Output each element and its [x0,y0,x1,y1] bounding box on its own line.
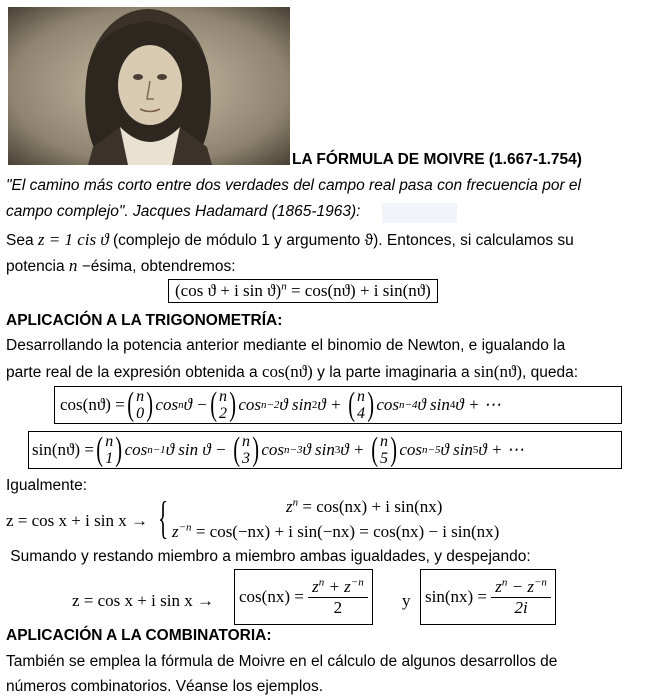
sin-term-1: cos [124,440,148,459]
sin-num-exp1: n [501,575,508,588]
cos-term-2-rest: ϑ + [317,395,346,414]
binomial-n-1: ( n 1 ) [96,431,123,468]
left-brace: { [158,492,169,543]
sin-term-3: cos [399,440,423,459]
cos-result-box [234,569,373,625]
sin-term-1-rest: ϑ sin ϑ − [165,440,231,459]
sin-term-3-rest: ϑ + ⋯ [478,440,524,459]
binom-bottom: 0 [136,405,145,422]
trig-math-sin: sin(nϑ) [473,362,523,381]
highlight-box [382,203,457,223]
sin-result-fraction [491,577,551,618]
cos-term-2: cos [238,395,261,414]
comb-line-1: También se emplea la fórmula de Moivre en el cálculo de algunos desarrollos de [6,653,558,670]
cos-term-1: cos [155,395,179,414]
sin-result-lhs: sin(nx) = [425,587,492,606]
binomial-n-5: ( n 5 ) [370,431,398,468]
intro-math-2: n [68,256,78,275]
binom-bottom: 5 [380,450,389,467]
sin-lhs: sin(nϑ) = [32,440,94,459]
portrait-engraving [8,7,290,165]
moivre-exponent: n [281,280,287,293]
sin-expansion-box: sin(nϑ) = ( n 1 ) cos n−1 ϑ sin ϑ − ( n 3 ) cos n−3 ϑ sin 3 ϑ + ( n 5 ) cos n−5 ϑ sin 5 ϑ + ⋯ [28,431,622,469]
intro-text-1a: Sea [6,232,38,249]
intro-text-2a: potencia [6,258,69,275]
sin-term-2-rest: ϑ + [340,440,369,459]
sin-denominator: 2i [514,597,528,617]
moivre-formula-box [168,279,438,303]
trig-line-2 [6,362,578,382]
sin-term-2: cos [261,440,285,459]
cos-term-2-mid: ϑ sin [279,395,312,414]
binom-bottom: 3 [242,450,251,467]
moivre-rhs: = cos(nϑ) + i sin(nϑ) [286,281,431,300]
trig-text-2b: y la parte imaginaria a [312,364,474,381]
portrait-image [8,7,290,165]
binom-bottom: 1 [105,450,114,467]
cos-result-fraction [308,577,368,618]
binom-bottom: 2 [218,405,227,422]
moivre-lhs: (cos ϑ + i sin ϑ) [175,281,282,300]
igualmente-label: Igualmente: [6,477,87,494]
cos-term-3-mid: ϑ sin [417,395,450,414]
binomial-n-2: ( n 2 ) [209,386,237,423]
intro-text-2b: −ésima, obtendremos: [77,258,236,275]
binom-top: n [218,388,227,405]
cos-term-1-rest: ϑ − [183,395,208,414]
sin-term-3-mid: ϑ sin [440,440,473,459]
trig-text-2a: parte real de la expresión obtenida a [6,364,262,381]
trig-text-2c: , queda: [522,364,579,381]
page-title: LA FÓRMULA DE MOIVRE (1.667-1.754) [292,151,582,168]
cos-lhs: cos(nϑ) = [60,395,125,414]
binomial-n-4: ( n 4 ) [347,386,375,423]
binom-top: n [242,433,251,450]
trig-math-cos: cos(nϑ) [261,362,313,381]
binom-top: n [105,433,114,450]
sin-num-exp2: −n [533,575,547,588]
conjunction-y: y [402,591,411,610]
cos-denominator: 2 [333,597,343,617]
quote-line-2: campo complejo". Jacques Hadamard (1865-1963): [6,203,361,220]
intro-text-1b: (complejo de módulo 1 y argumento ϑ). Entonces, si calculamos su [108,232,574,249]
intro-line-2 [6,256,236,276]
trig-line-1: Desarrollando la potencia anterior mediante el binomio de Newton, e igualando la [6,337,566,354]
cos-term-3-rest: ϑ + ⋯ [455,395,501,414]
cos-result-lhs: cos(nx) = [239,587,309,606]
sumando-line: Sumando y restando miembro a miembro ambas igualdades, y despejando: [6,548,531,565]
eq2-exp: −n [178,521,192,534]
system-eq-2 [172,522,499,542]
binom-top: n [357,388,366,405]
binomial-n-0: ( n 0 ) [127,386,154,423]
intro-math-1: z = 1 cis ϑ [37,230,109,249]
binom-bottom: 4 [357,405,366,422]
quote-line-1: "El camino más corto entre dos verdades del campo real pasa con frecuencia por el [6,177,581,194]
cos-num-exp1: n [318,575,325,588]
binom-top: n [136,388,145,405]
eq1-exp: n [292,496,299,509]
system-eq-1 [286,497,442,517]
cos-term-3: cos [376,395,400,414]
eq1-z: z [286,497,293,516]
final-lhs: z = cos x + i sin x → [72,591,214,610]
sin-num-z1: z [495,576,502,596]
sin-term-2-mid: ϑ sin [302,440,335,459]
binom-top: n [380,433,389,450]
system-lhs: z = cos x + i sin x → [6,511,148,530]
cos-num-z1: z [312,576,319,596]
cos-num-exp2: −n [350,575,364,588]
intro-line-1 [6,230,574,250]
cos-expansion-box: cos(nϑ) = ( n 0 ) cos n ϑ − ( n 2 ) cos n−2 ϑ sin 2 ϑ + ( n 4 ) cos n−4 ϑ sin 4 ϑ + ⋯ [54,386,622,424]
eq2-z: z [172,522,179,541]
trig-heading: APLICACIÓN A LA TRIGONOMETRÍA: [6,312,283,329]
sin-num-z2: − z [507,576,534,596]
cos-num-z2: + z [324,576,351,596]
comb-line-2: números combinatorios. Véanse los ejemplos. [6,678,324,695]
eq1-rest: = cos(nx) + i sin(nx) [298,497,443,516]
comb-heading: APLICACIÓN A LA COMBINATORIA: [6,627,272,644]
eq2-rest: = cos(−nx) + i sin(−nx) = cos(nx) − i sin(nx) [191,522,500,541]
sin-result-box [420,569,556,625]
binomial-n-3: ( n 3 ) [232,431,260,468]
